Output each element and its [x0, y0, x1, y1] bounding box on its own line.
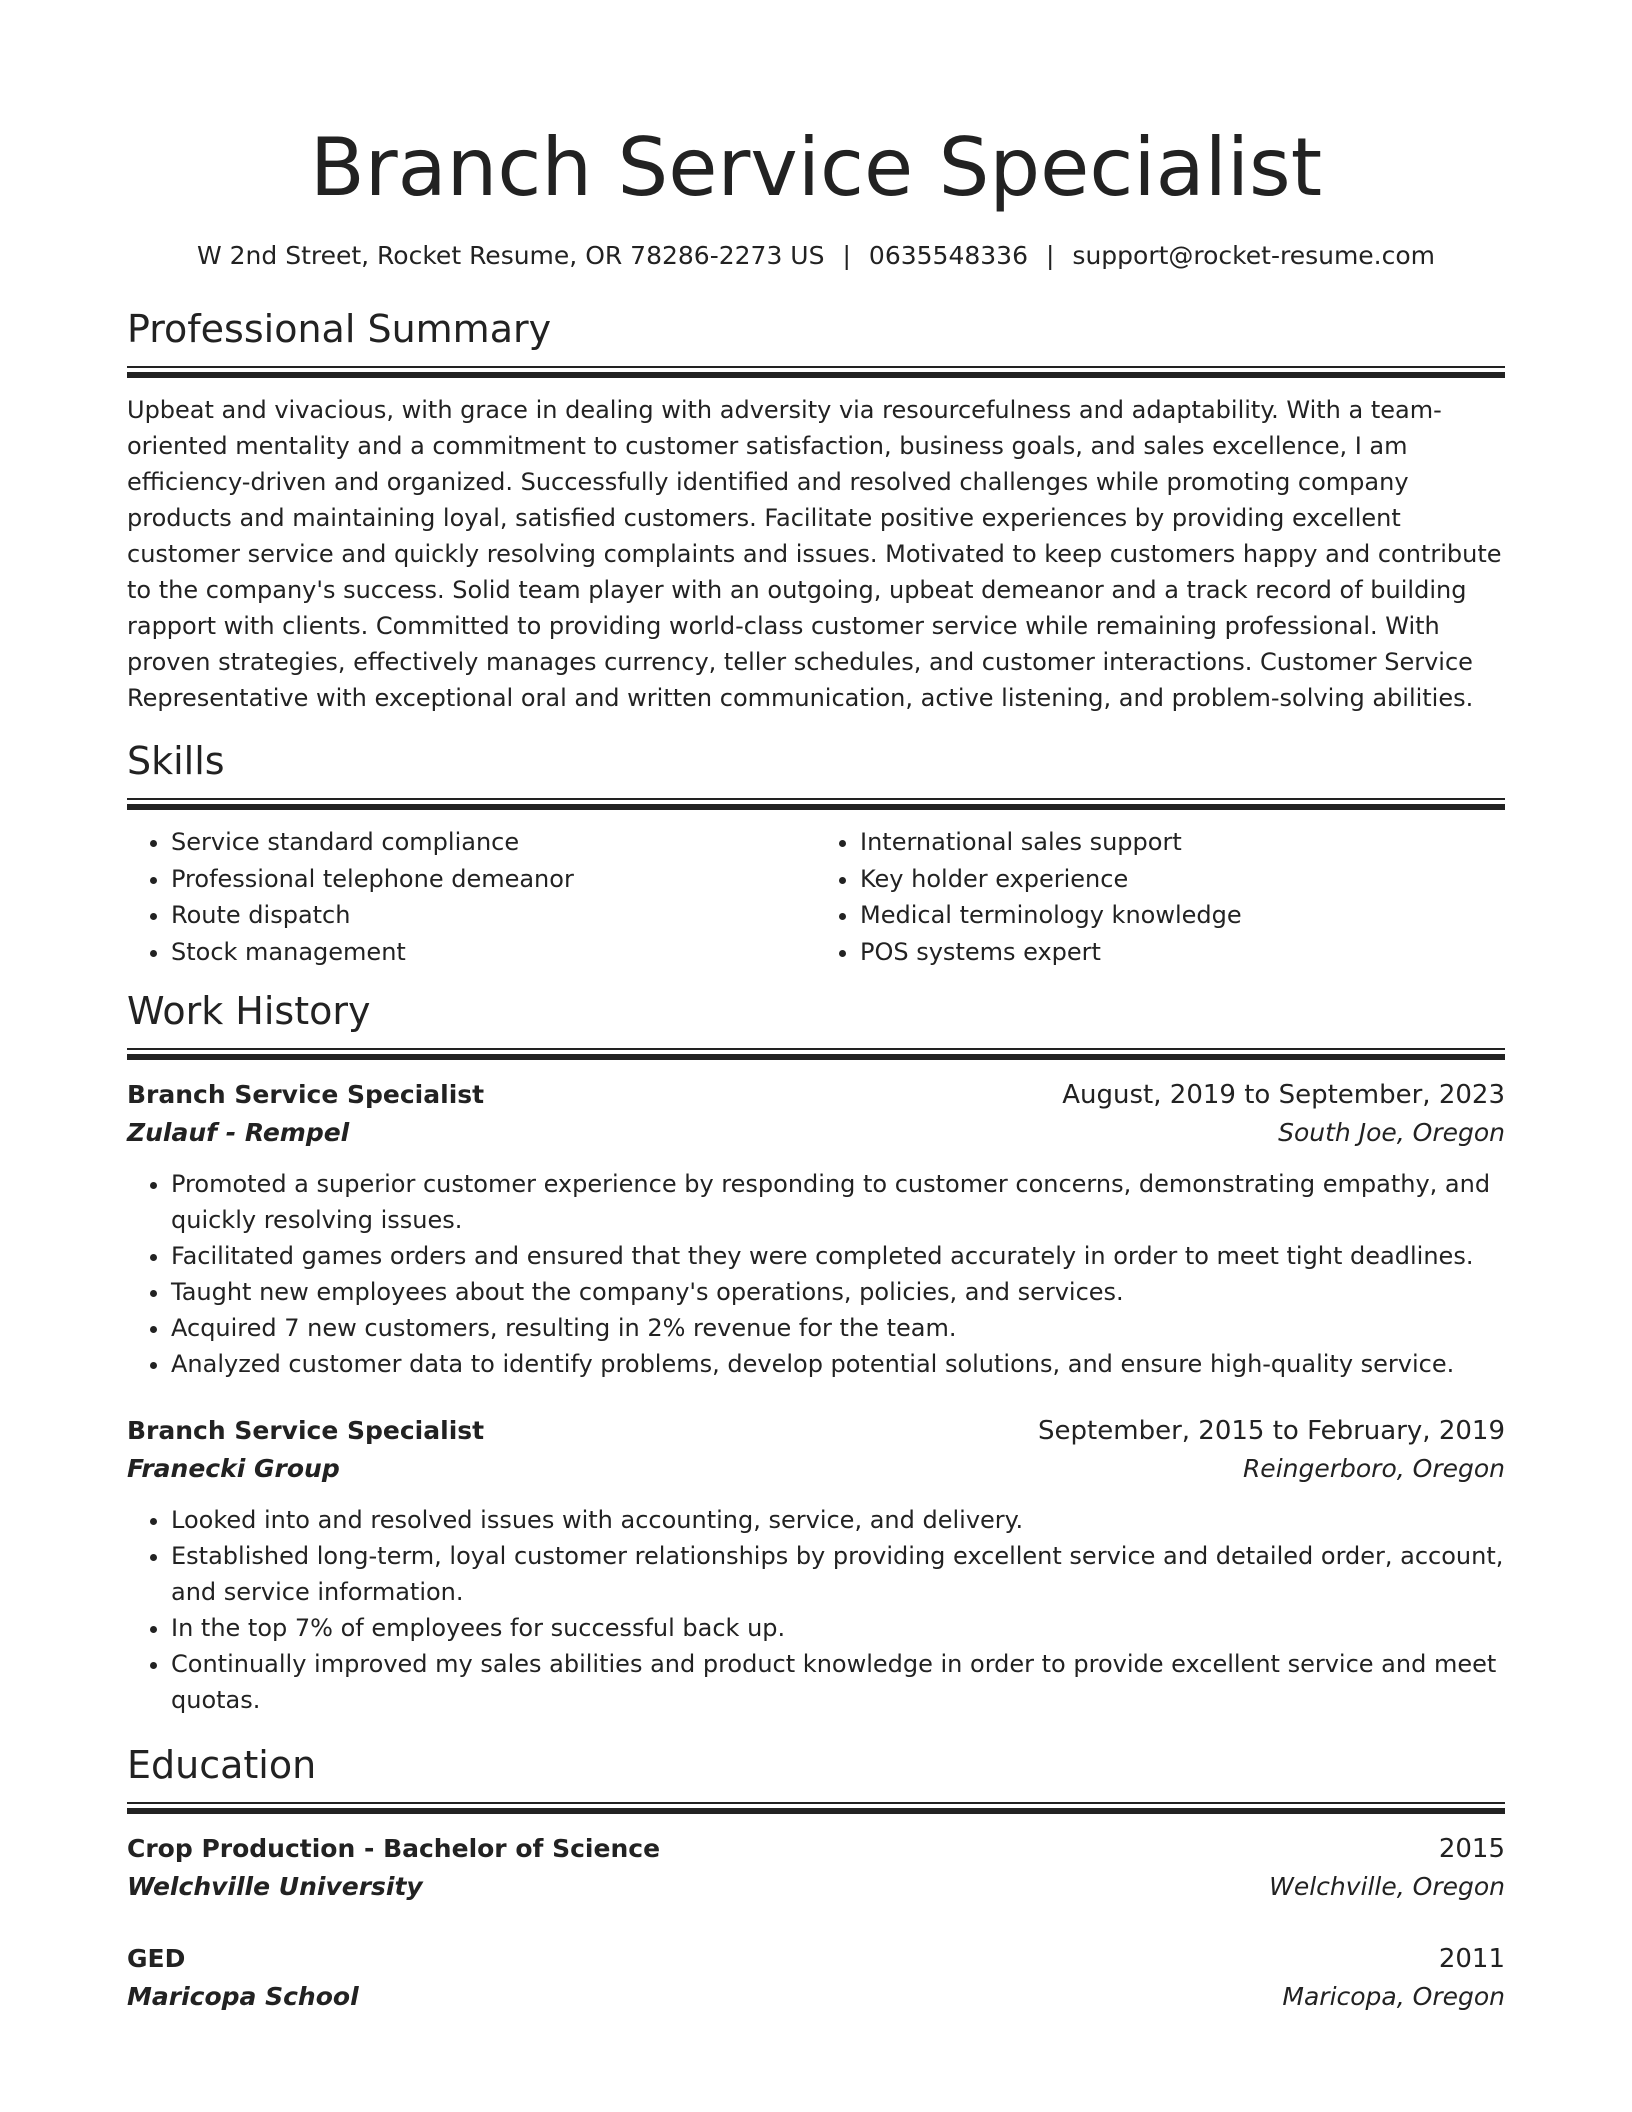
skills-list — [127, 824, 1505, 970]
contact-phone: 0635548336 — [868, 241, 1028, 270]
job-bullet: • Promoted a superior customer experience by responding to customer concerns, demonstrating empathy, and quickly resolving issues. — [171, 1166, 1505, 1238]
job-header — [127, 1412, 1505, 1450]
education-degree: Crop Production - Bachelor of Science — [127, 1834, 661, 1863]
job-company: Franecki Group — [127, 1454, 340, 1483]
education-location: Welchville, Oregon — [1269, 1872, 1505, 1901]
job-bullet: • Analyzed customer data to identify problems, develop potential solutions, and ensure high-quality service. — [171, 1346, 1505, 1382]
summary-section — [127, 306, 1505, 716]
skills-section — [127, 738, 1505, 970]
job-company: Zulauf - Rempel — [127, 1118, 350, 1147]
skill-item: • Service standard compliance — [171, 824, 816, 861]
section-title-summary: Professional Summary — [127, 307, 552, 351]
job-header — [127, 1076, 1505, 1114]
job-dates: August, 2019 to September, 2023 — [1062, 1080, 1505, 1110]
education-year: 2011 — [1438, 1944, 1505, 1974]
skill-item: • Route dispatch — [171, 897, 816, 934]
job-bullet: • Taught new employees about the company's operations, policies, and services. — [171, 1274, 1505, 1310]
section-divider — [127, 366, 1505, 378]
skill-item: • Medical terminology knowledge — [860, 897, 1505, 934]
job-bullet: • Established long-term, loyal customer relationships by providing excellent service and detailed order, account, and service information. — [171, 1538, 1505, 1610]
skill-item: • POS systems expert — [860, 934, 1505, 971]
summary-text: Upbeat and vivacious, with grace in dealing with adversity via resourcefulness and adaptability. With a team-oriented mentality and a commitment to customer satisfaction, business goals, and sales excellence, I am efficiency-driven and organized. Successfully identified and resolved challenges while promoting company products and maintaining loyal, satisfied customers. Facilitate positive experiences by providing excellent customer service and quickly resolving complaints and issues. Motivated to keep customers happy and contribute to the company's success. Solid team player with an outgoing, upbeat demeanor and a track record of building rapport with clients. Committed to providing world-class customer service while remaining professional. With proven strategies, effectively manages currency, teller schedules, and customer interactions. Customer Service Representative with exceptional oral and written communication, active listening, and problem-solving abilities. — [127, 396, 1502, 712]
education-degree: GED — [127, 1944, 186, 1973]
contact-separator: | — [842, 241, 851, 270]
education-subheader — [127, 1868, 1505, 1906]
education-section — [127, 1742, 1505, 2016]
section-title-work-history: Work History — [127, 989, 371, 1033]
section-title-skills: Skills — [127, 739, 225, 783]
education-header — [127, 1940, 1505, 1978]
education-subheader — [127, 1978, 1505, 2016]
skill-item: • Key holder experience — [860, 861, 1505, 898]
job-entry — [127, 1412, 1505, 1718]
education-entry — [127, 1830, 1505, 1906]
job-bullet: • Continually improved my sales abilities and product knowledge in order to provide excellent service and meet quotas. — [171, 1646, 1505, 1718]
education-location: Maricopa, Oregon — [1282, 1982, 1505, 2011]
contact-address: W 2nd Street, Rocket Resume, OR 78286-2273 US — [196, 241, 825, 270]
skill-item: • Stock management — [171, 934, 816, 971]
job-location: South Joe, Oregon — [1278, 1118, 1505, 1147]
job-location: Reingerboro, Oregon — [1242, 1454, 1505, 1483]
section-divider — [127, 1802, 1505, 1814]
job-bullets — [127, 1502, 1505, 1718]
job-bullet: • Facilitated games orders and ensured that they were completed accurately in order to meet tight deadlines. — [171, 1238, 1505, 1274]
skills-column-right — [816, 824, 1505, 970]
job-subheader — [127, 1450, 1505, 1488]
skill-item: • Professional telephone demeanor — [171, 861, 816, 898]
job-subheader — [127, 1114, 1505, 1152]
education-school: Welchville University — [127, 1872, 423, 1901]
job-bullet: • In the top 7% of employees for successful back up. — [171, 1610, 1505, 1646]
section-divider — [127, 1048, 1505, 1060]
education-entry — [127, 1940, 1505, 2016]
job-dates: September, 2015 to February, 2019 — [1038, 1416, 1505, 1446]
job-bullet: • Acquired 7 new customers, resulting in 2% revenue for the team. — [171, 1310, 1505, 1346]
job-entry — [127, 1076, 1505, 1382]
education-header — [127, 1830, 1505, 1868]
job-title: Branch Service Specialist — [127, 1416, 485, 1445]
job-bullets — [127, 1166, 1505, 1382]
job-title: Branch Service Specialist — [127, 1080, 485, 1109]
skill-item: • International sales support — [860, 824, 1505, 861]
education-year: 2015 — [1438, 1834, 1505, 1864]
contact-email: support@rocket-resume.com — [1072, 241, 1436, 270]
resume-name: Branch Service Specialist — [309, 121, 1323, 214]
contact-line — [127, 238, 1505, 274]
job-bullet: • Looked into and resolved issues with accounting, service, and delivery. — [171, 1502, 1505, 1538]
section-divider — [127, 798, 1505, 810]
work-history-section — [127, 988, 1505, 1718]
section-title-education: Education — [127, 1743, 317, 1787]
education-school: Maricopa School — [127, 1982, 359, 2011]
contact-separator: | — [1045, 241, 1055, 270]
skills-column-left — [127, 824, 816, 970]
